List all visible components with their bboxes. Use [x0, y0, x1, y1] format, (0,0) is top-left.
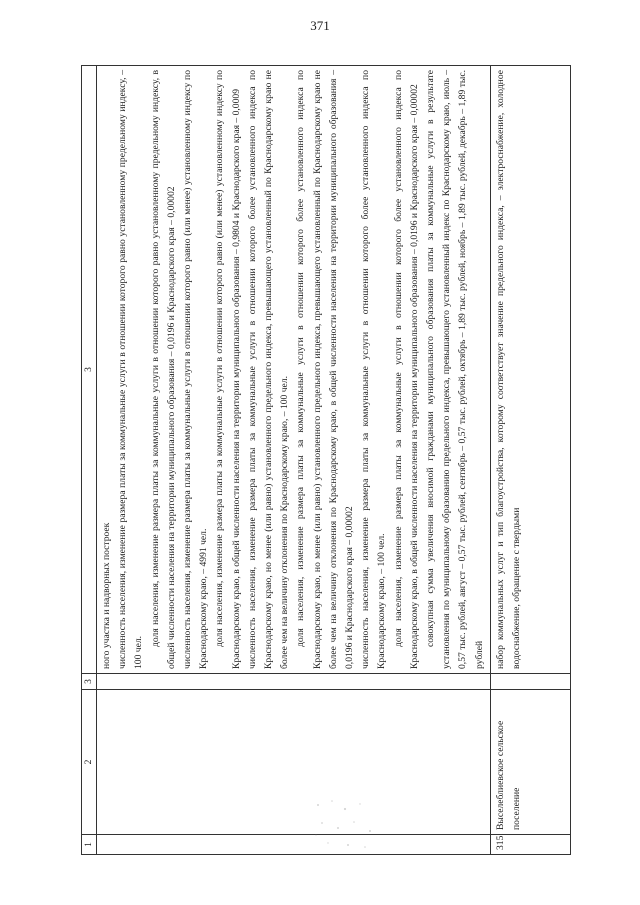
table-row [97, 66, 491, 855]
description-paragraph: набор коммунальных услуг и тип благоустройства, которому соответствует значение предельного индекса, – электроснабжение, холодное водоснабжение, обращение с твердыми [494, 70, 523, 669]
description-paragraph: численность населения, изменение размера платы за коммунальные услуги в отношении которого равно установленному предельному индексу, – 100 чел. [117, 70, 145, 669]
header-col-1: 1 [82, 835, 97, 855]
municipality-name: Выселеблиевское сельское поселение [490, 690, 570, 835]
empty-cell [490, 674, 570, 690]
description-paragraph: совокупная сумма увеличения вносимой гражданами муниципального образования платы за коммунальные услуги в результате установления по муниципальному образованию предельного индекса, превышающего установленный индекс по Краснодарскому краю, июль – 0,57 тыс. рублей, август – 0,57 тыс. рублей, сентябрь – 0,57 тыс. рублей, октябрь – 1,89 тыс. рублей, ноябрь – 1,89 тыс. рублей, декабрь – 1,89 тыс. рублей [425, 70, 485, 669]
scan-artifact-icon [310, 795, 380, 855]
table-header-row [82, 66, 97, 855]
description-paragraph: численность населения, изменение размера платы за коммунальные услуги в отношении которого более установленного индекса по Краснодарскому краю, но менее (или равно) установленного предельного индекса, превышающего установленный по Краснодарскому краю не более чем на величину отклонения по Краснодарскому краю, – 100 чел. [246, 70, 291, 669]
page-number: 371 [310, 18, 330, 33]
empty-cell [97, 674, 491, 690]
row-number: 315 [490, 835, 570, 855]
description-paragraph: доля населения, изменение размера платы за коммунальные услуги в отношении которого равно установленному предельному индексу, в общей численности населения на территории муниципального образования – 0,0196 и Краснодарского края – 0,00002 [149, 70, 177, 669]
description-paragraph: численность населения, изменение размера платы за коммунальные услуги в отношении которого равно (или менее) установленному индексу по Краснодарскому краю, – 4991 чел. [182, 70, 210, 669]
header-col-3: 3 [82, 674, 97, 690]
row-description [490, 66, 570, 674]
header-col-2: 2 [82, 690, 97, 835]
document-table [81, 65, 571, 855]
description-paragraph: ного участка и надворных построек [101, 522, 112, 669]
row-description [97, 66, 491, 674]
table-row [490, 66, 570, 855]
municipality-name [97, 690, 491, 835]
description-paragraph: численность населения, изменение размера платы за коммунальные услуги в отношении которого более установленного индекса по Краснодарскому краю, – 100 чел. [360, 70, 388, 669]
rotated-table-sheet [81, 65, 571, 855]
description-paragraph: доля населения, изменение размера платы за коммунальные услуги в отношении которого более установленного индекса по Краснодарскому краю, в общей численности населения на территории муниципального образования – 0,0196 и Краснодарского края – 0,00002 [392, 70, 420, 669]
header-col-4: 3 [82, 66, 97, 674]
description-paragraph: доля населения, изменение размера платы за коммунальные услуги в отношении которого более установленного индекса по Краснодарскому краю, но менее (или равно) установленного предельного индекса, превышающего установленный по Краснодарскому краю не более чем на величину отклонения по Краснодарскому краю, в общей численности населения на территории муниципального образования – 0,0196 и Краснодарского края – 0,00002 [295, 70, 356, 669]
description-paragraph: доля населения, изменение размера платы за коммунальные услуги в отношении которого равно (или менее) установленному индексу по Краснодарскому краю, в общей численности населения на территории муниципального образования – 0,9804 и Краснодарского края – 0,0009 [214, 70, 242, 669]
row-number [97, 835, 491, 855]
